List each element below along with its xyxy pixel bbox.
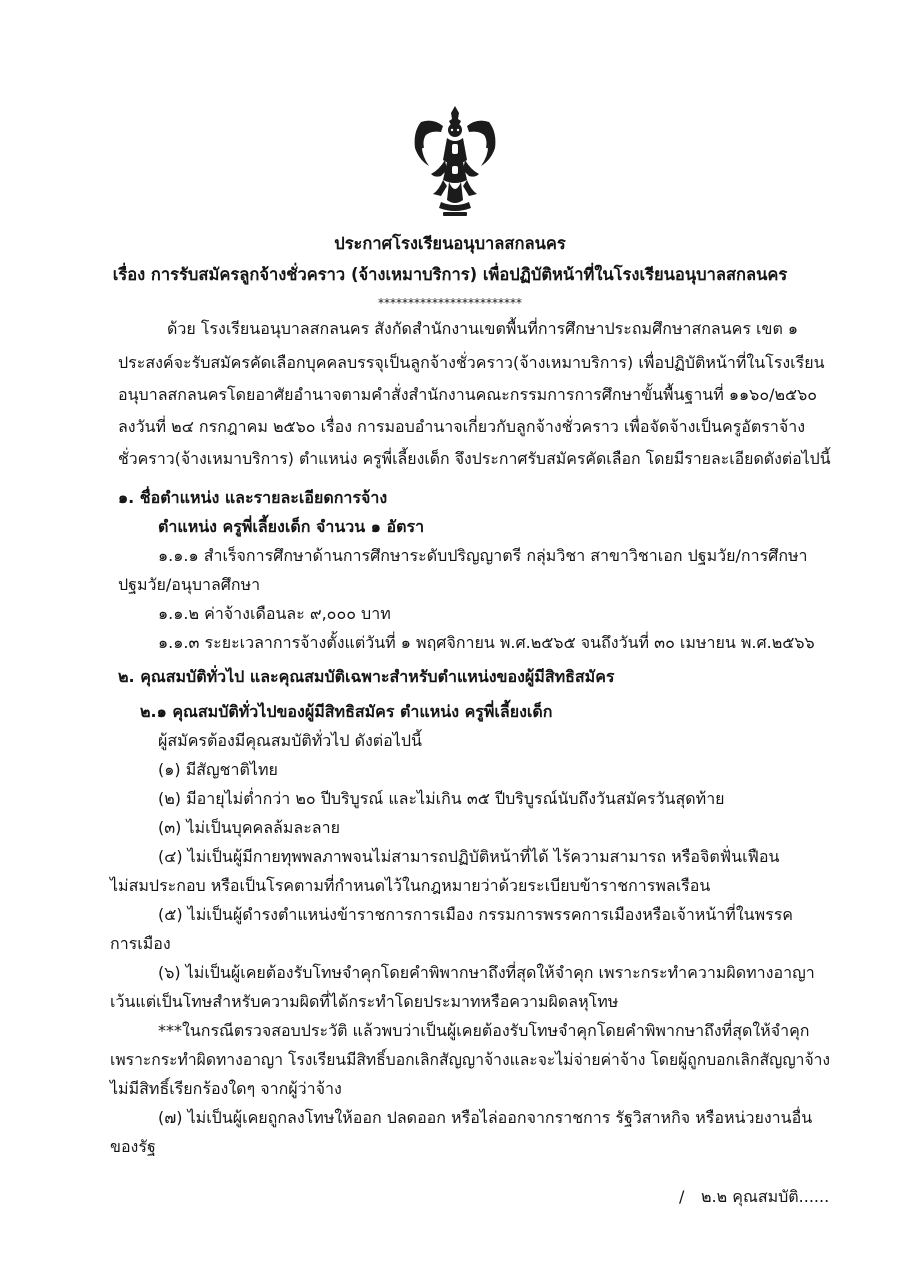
qualification-item: (๔) ไม่เป็นผู้มีกายทุพพลภาพจนไม่สามารถปฏิบัติหน้าที่ได้ ไร้ความสามารถ หรือจิตฟั่นเฟือน: [158, 847, 780, 866]
item-1-1-2: ๑.๑.๒ ค่าจ้างเดือนละ ๙,๐๐๐ บาท: [158, 604, 391, 623]
qualification-item-cont: การเมือง: [110, 934, 171, 953]
qualification-item: (๗) ไม่เป็นผู้เคยถูกลงโทษให้ออก ปลดออก หรือไล่ออกจากราชการ รัฐวิสาหกิจ หรือหน่วยงานอื่น: [158, 1108, 813, 1127]
announcement-subject: เรื่อง การรับสมัครลูกจ้างชั่วคราว (จ้างเหมาบริการ) เพื่อปฏิบัติหน้าที่ในโรงเรียนอนุบาลสกลนคร: [112, 265, 788, 284]
qualification-item-cont: เว้นแต่เป็นโทษสำหรับความผิดที่ได้กระทำโดยประมาทหรือความผิดลหุโทษ: [110, 992, 619, 1011]
section-1-heading: ๑. ชื่อตำแหน่ง และรายละเอียดการจ้าง: [118, 488, 388, 507]
continued-next-page: ๒.๒ คุณสมบัติ......: [701, 1187, 830, 1206]
intro-line: ชั่วคราว(จ้างเหมาบริการ) ตำแหน่ง ครูพี่เลี้ยงเด็ก จึงประกาศรับสมัครคัดเลือก โดยมีรายละเอียดดังต่อไปนี้: [118, 449, 831, 468]
qualification-item: (๕) ไม่เป็นผู้ดำรงตำแหน่งข้าราชการการเมือง กรรมการพรรคการเมืองหรือเจ้าหน้าที่ในพรรค: [158, 905, 793, 924]
intro-line: ลงวันที่ ๒๔ กรกฎาคม ๒๕๖๐ เรื่อง การมอบอำนาจเกี่ยวกับลูกจ้างชั่วคราว เพื่อจัดจ้างเป็นครูอัตราจ้าง: [118, 417, 806, 436]
separator: ************************: [378, 296, 522, 310]
qualification-item: (๑) มีสัญชาติไทย: [158, 760, 278, 779]
position-line: ตำแหน่ง ครูพี่เลี้ยงเด็ก จำนวน ๑ อัตรา: [158, 517, 425, 536]
section-2-heading: ๒. คุณสมบัติทั่วไป และคุณสมบัติเฉพาะสำหรับตำแหน่งของผู้มีสิทธิสมัคร: [118, 667, 615, 686]
background-check-note-cont: เพราะกระทำผิดทางอาญา โรงเรียนมีสิทธิ์บอกเลิกสัญญาจ้างและจะไม่จ่ายค่าจ้าง โดยผู้ถูกบอกเลิกสัญญาจ้าง: [110, 1050, 831, 1069]
garuda-emblem-icon: [413, 104, 497, 220]
section-2-1-heading: ๒.๑ คุณสมบัติทั่วไปของผู้มีสิทธิสมัคร ตำแหน่ง ครูพี่เลี้ยงเด็ก: [140, 702, 553, 721]
item-1-1-3: ๑.๑.๓ ระยะเวลาการจ้างตั้งแต่วันที่ ๑ พฤศจิกายน พ.ศ.๒๕๖๕ จนถึงวันที่ ๓๐ เมษายน พ.ศ.๒๕๖๖: [158, 633, 815, 652]
intro-line: อนุบาลสกลนครโดยอาศัยอำนาจตามคำสั่งสำนักงานคณะกรรมการการศึกษาขั้นพื้นฐานที่ ๑๑๖๐/๒๕๖๐: [118, 385, 818, 404]
intro-line: ประสงค์จะรับสมัครคัดเลือกบุคคลบรรจุเป็นลูกจ้างชั่วคราว(จ้างเหมาบริการ) เพื่อปฏิบัติหน้าที่ในโรงเรียน: [118, 353, 825, 372]
announcement-title: ประกาศโรงเรียนอนุบาลสกลนคร: [334, 234, 566, 253]
qualification-item: (๒) มีอายุไม่ต่ำกว่า ๒๐ ปีบริบูรณ์ และไม่เกิน ๓๕ ปีบริบูรณ์นับถึงวันสมัครวันสุดท้าย: [158, 789, 725, 808]
background-check-note-cont: ไม่มีสิทธิ์เรียกร้องใดๆ จากผู้ว่าจ้าง: [110, 1079, 342, 1098]
qualification-item: (๓) ไม่เป็นบุคคลล้มละลาย: [158, 818, 340, 837]
qualification-lead: ผู้สมัครต้องมีคุณสมบัติทั่วไป ดังต่อไปนี้: [158, 731, 422, 750]
background-check-note: ***ในกรณีตรวจสอบประวัติ แล้วพบว่าเป็นผู้เคยต้องรับโทษจำคุกโดยคำพิพากษาถึงที่สุดให้จำคุก: [158, 1021, 810, 1040]
qualification-item-cont: ไม่สมประกอบ หรือเป็นโรคตามที่กำหนดไว้ในกฎหมายว่าด้วยระเบียบข้าราชการพลเรือน: [110, 876, 711, 895]
footer-slash: /: [679, 1187, 685, 1206]
qualification-item-cont: ของรัฐ: [110, 1137, 156, 1156]
intro-line: ด้วย โรงเรียนอนุบาลสกลนคร สังกัดสำนักงานเขตพื้นที่การศึกษาประถมศึกษาสกลนคร เขต ๑: [167, 319, 799, 338]
item-1-1-1: ๑.๑.๑ สำเร็จการศึกษาด้านการศึกษาระดับปริญญาตรี กลุ่มวิชา สาขาวิชาเอก ปฐมวัย/การศึกษา: [158, 546, 808, 565]
item-1-1-1-cont: ปฐมวัย/อนุบาลศึกษา: [118, 575, 261, 594]
qualification-item: (๖) ไม่เป็นผู้เคยต้องรับโทษจำคุกโดยคำพิพากษาถึงที่สุดให้จำคุก เพราะกระทำความผิดทางอาญา: [158, 963, 815, 982]
